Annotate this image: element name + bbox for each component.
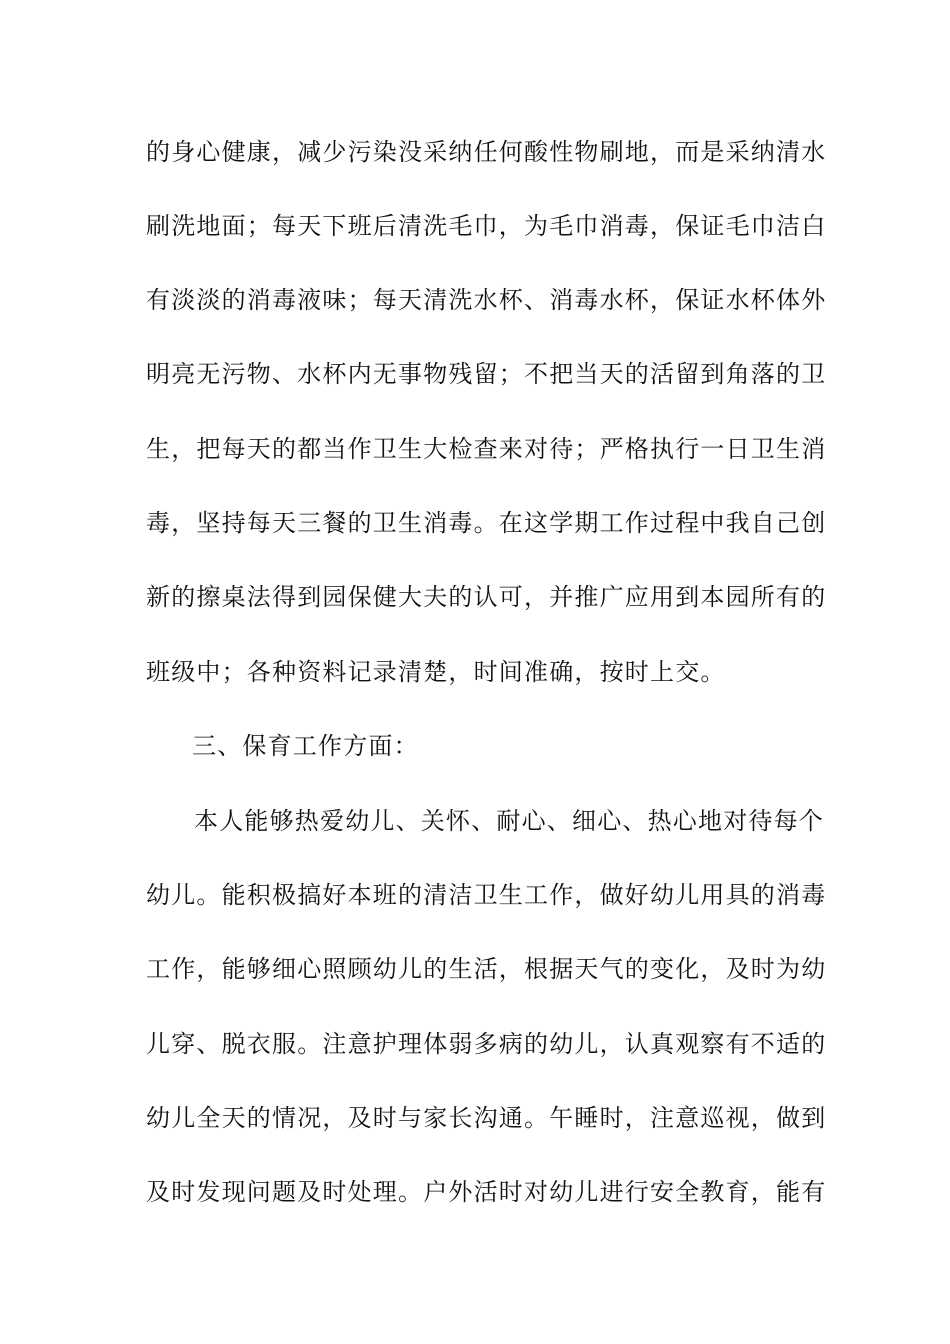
text-line: 及时发现问题及时处理。户外活时对幼儿进行安全教育，能有 xyxy=(146,1178,827,1206)
text-line: 毒，坚持每天三餐的卫生消毒。在这学期工作过程中我自己创 xyxy=(146,509,827,537)
text-line: 幼儿。能积极搞好本班的清洁卫生工作，做好幼儿用具的消毒 xyxy=(146,881,827,909)
text-line: 明亮无污物、水杯内无事物残留；不把当天的活留到角落的卫 xyxy=(146,360,827,388)
text-line: 有淡淡的消毒液味；每天清洗水杯、消毒水杯，保证水杯体外 xyxy=(146,286,827,314)
text-line-last: 班级中；各种资料记录清楚，时间准确，按时上交。 xyxy=(146,658,726,686)
text-line: 生，把每天的都当作卫生大检查来对待；严格执行一日卫生消 xyxy=(146,435,827,463)
text-line: 新的擦桌法得到园保健大夫的认可，并推广应用到本园所有的 xyxy=(146,583,827,611)
text-line-indented: 本人能够热爱幼儿、关怀、耐心、细心、热心地对待每个 xyxy=(194,807,824,835)
text-line: 儿穿、脱衣服。注意护理体弱多病的幼儿，认真观察有不适的 xyxy=(146,1030,827,1058)
text-line: 刷洗地面；每天下班后清洗毛巾，为毛巾消毒，保证毛巾洁白 xyxy=(146,212,827,240)
text-line: 的身心健康，减少污染没采纳任何酸性物刷地，而是采纳清水 xyxy=(146,138,827,166)
section-heading: 三、保育工作方面： xyxy=(192,732,419,760)
text-line: 工作，能够细心照顾幼儿的生活，根据天气的变化，及时为幼 xyxy=(146,955,827,983)
text-line: 幼儿全天的情况，及时与家长沟通。午睡时，注意巡视，做到 xyxy=(146,1104,827,1132)
